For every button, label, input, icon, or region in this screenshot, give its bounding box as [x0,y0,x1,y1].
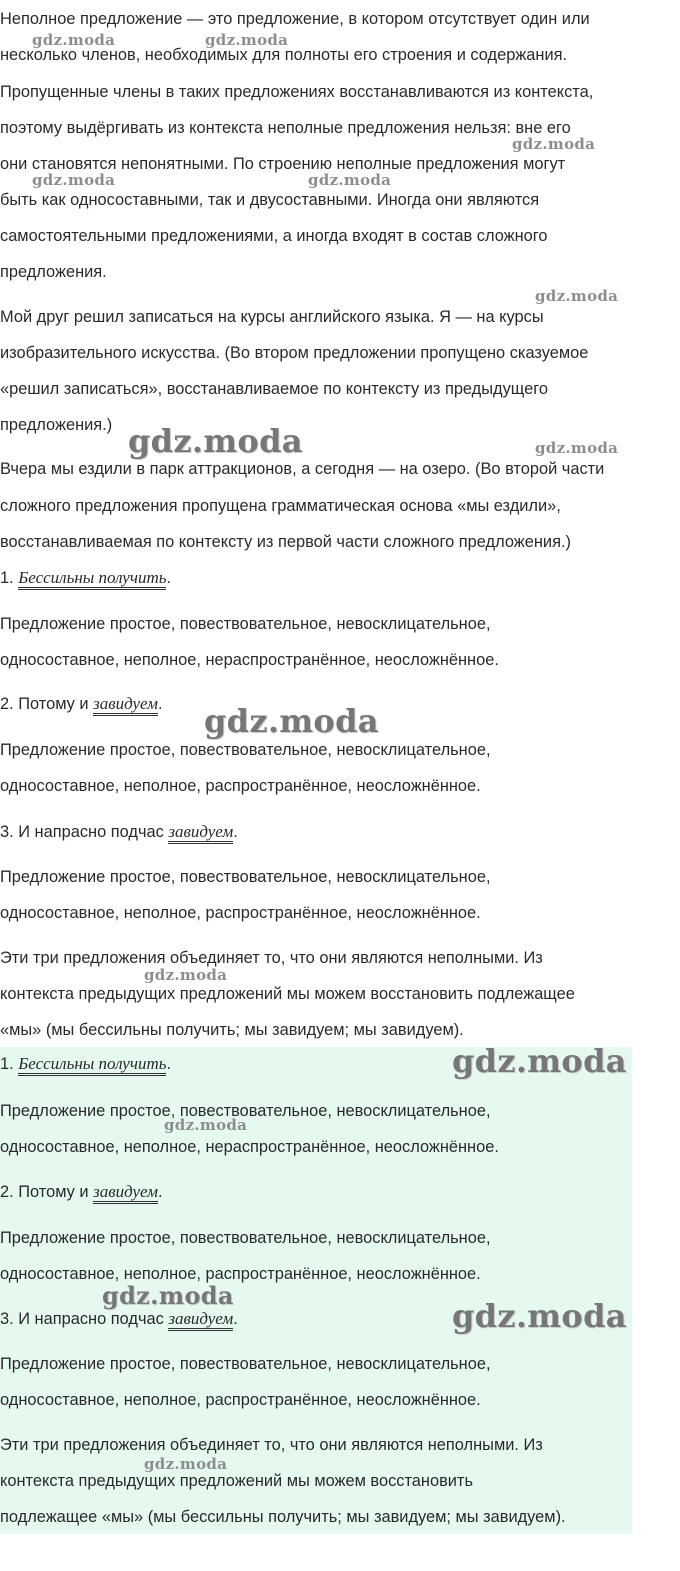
analysis-line: односоставное, неполное, распространённое, неосложнённое. [0,904,481,922]
sentence-1: 1. Бессильны получить. [0,560,171,596]
analysis-line: односоставное, неполное, нераспространённое, неосложнённое. [0,651,499,669]
summary-line: Эти три предложения объединяет то, что они являются неполными. Из [0,1436,543,1454]
analysis-line: Предложение простое, повествовательное, невосклицательное, [0,868,491,886]
predicate-underline: завидуем [168,822,233,844]
analysis-line: односоставное, неполное, нераспространённое, неосложнённое. [0,1138,499,1156]
analysis-line: Предложение простое, повествовательное, невосклицательное, [0,1229,491,1247]
example-line: сложного предложения пропущена грамматическая основа «мы ездили», [0,497,561,515]
analysis-line: Предложение простое, повествовательное, невосклицательное, [0,741,491,759]
example-line: Мой друг решил записаться на курсы английского языка. Я — на курсы [0,308,544,326]
theory-line: предложения. [0,263,107,281]
analysis-line: Предложение простое, повествовательное, невосклицательное, [0,1102,491,1120]
theory-line: самостоятельными предложениями, а иногда входят в состав сложного [0,227,548,245]
watermark: gdz.moda [535,439,619,457]
analysis-line: односоставное, неполное, распространённое, неосложнённое. [0,1265,481,1283]
example-line: восстанавливаемая по контексту из первой части сложного предложения.) [0,533,571,551]
watermark: gdz.moda [164,1116,248,1134]
theory-line: поэтому выдёргивать из контекста неполные предложения нельзя: вне его [0,119,571,137]
sentence-3: 3. И напрасно подчас завидуем. [0,814,238,850]
predicate-underline: Бессильны получить [18,568,166,590]
watermark: gdz.moda [512,135,596,153]
theory-line: Пропущенные члены в таких предложениях восстанавливаются из контекста, [0,83,594,101]
watermark: gdz.moda [308,171,392,189]
analysis-line: односоставное, неполное, распространённое, неосложнённое. [0,777,481,795]
summary-line: контекста предыдущих предложений мы можем восстановить подлежащее [0,985,575,1003]
watermark: gdz.moda [535,287,619,305]
predicate-underline: завидуем [93,694,158,716]
watermark: gdz.moda [452,1042,627,1080]
analysis-line: Предложение простое, повествовательное, невосклицательное, [0,615,491,633]
example-line: предложения.) [0,416,113,434]
watermark: gdz.moda [128,422,303,460]
theory-line: несколько членов, необходимых для полноты его строения и содержания. [0,46,568,64]
theory-line: Неполное предложение — это предложение, в котором отсутствует один или [0,10,590,28]
watermark: gdz.moda [452,1297,627,1335]
theory-line: быть как односоставными, так и двусоставными. Иногда они являются [0,191,540,209]
watermark: gdz.moda [32,31,116,49]
watermark: gdz.moda [144,1455,228,1473]
sentence-3: 3. И напрасно подчас завидуем. [0,1301,238,1337]
predicate-underline: Бессильны получить [18,1054,166,1076]
sentence-2: 2. Потому и завидуем. [0,1174,163,1210]
watermark: gdz.moda [102,1281,234,1310]
watermark: gdz.moda [205,31,289,49]
analysis-line: Предложение простое, повествовательное, невосклицательное, [0,1355,491,1373]
watermark: gdz.moda [204,702,379,740]
summary-line: «мы» (мы бессильны получить; мы завидуем; мы завидуем). [0,1021,464,1039]
theory-line: они становятся непонятными. По строению неполные предложения могут [0,155,566,173]
sentence-2: 2. Потому и завидуем. [0,686,163,722]
example-line: «решил записаться», восстанавливаемое по контексту из предыдущего [0,380,548,398]
watermark: gdz.moda [32,171,116,189]
predicate-underline: завидуем [168,1309,233,1331]
summary-line: контекста предыдущих предложений мы можем восстановить [0,1472,473,1490]
example-line: изобразительного искусства. (Во втором предложении пропущено сказуемое [0,344,589,362]
summary-line: Эти три предложения объединяет то, что они являются неполными. Из [0,949,543,967]
analysis-line: односоставное, неполное, распространённое, неосложнённое. [0,1391,481,1409]
predicate-underline: завидуем [93,1182,158,1204]
example-line: Вчера мы ездили в парк аттракционов, а сегодня — на озеро. (Во второй части [0,460,605,478]
watermark: gdz.moda [144,966,228,984]
summary-line: подлежащее «мы» (мы бессильны получить; мы завидуем; мы завидуем). [0,1508,566,1526]
sentence-1: 1. Бессильны получить. [0,1046,171,1082]
